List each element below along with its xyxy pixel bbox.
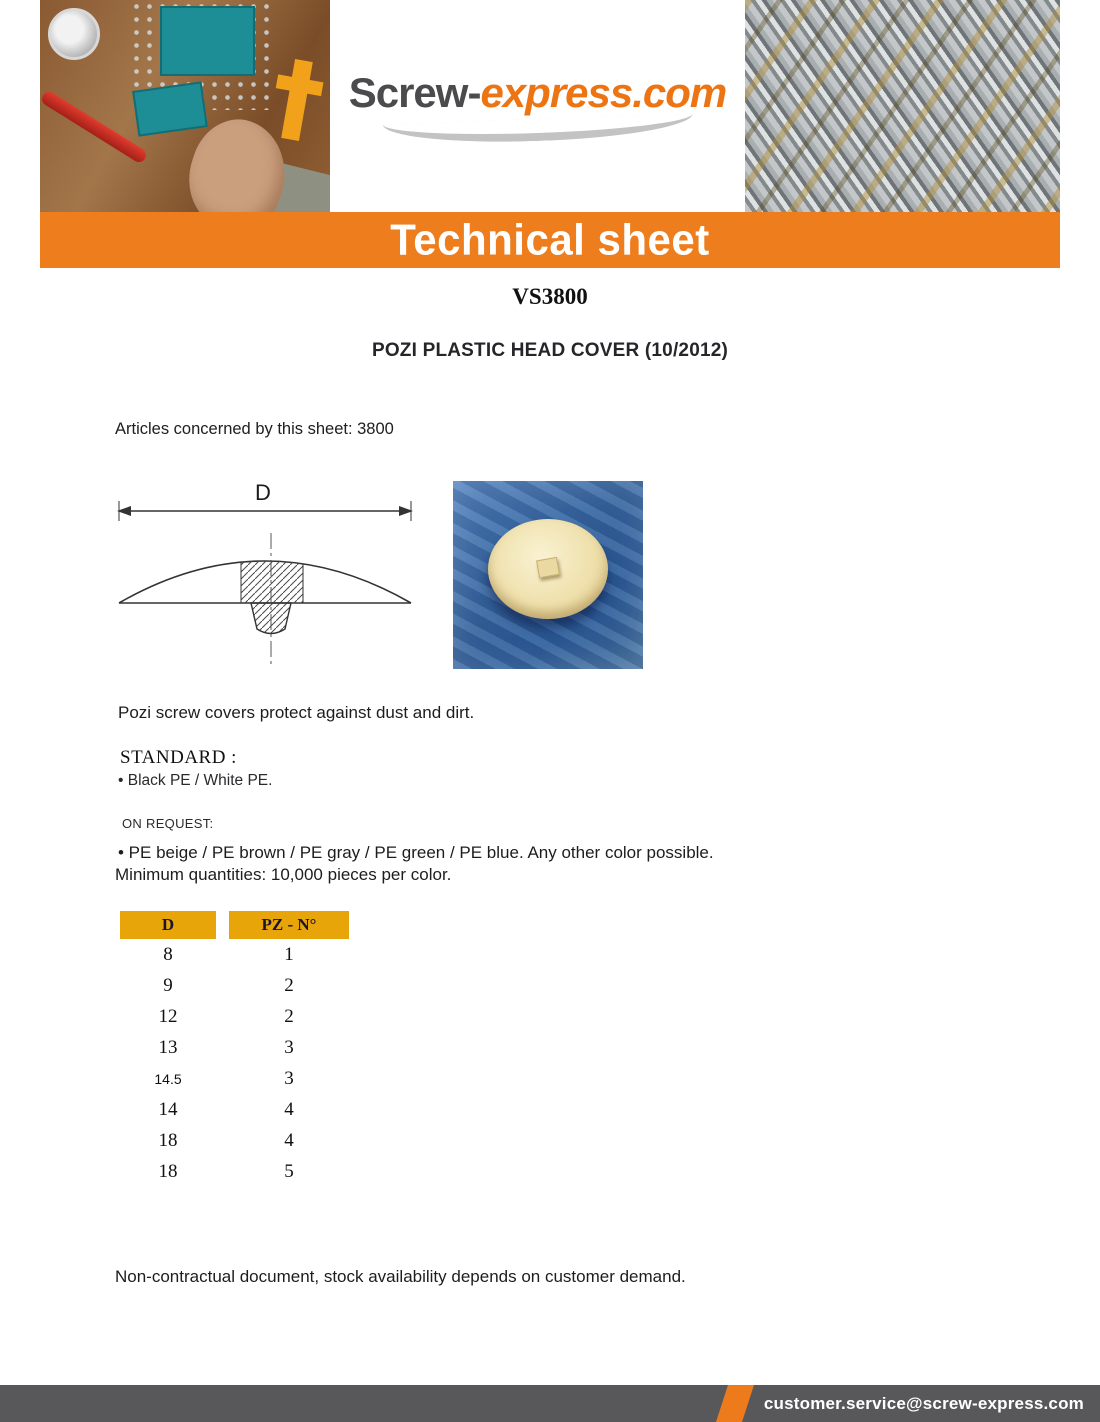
page-title: POZI PLASTIC HEAD COVER (10/2012) [371,340,729,361]
table-row [120,1156,1100,1187]
cell-d: 14 [158,1098,178,1120]
standard-heading: STANDARD : [120,747,237,768]
spec-table [120,911,1100,1187]
standard-item: • Black PE / White PE. [118,772,273,789]
non-contractual-note: Non-contractual document, stock availability depends on customer demand. [115,1267,686,1286]
on-request-item: • PE beige / PE brown / PE gray / PE green / PE blue. Any other color possible. [118,843,714,862]
figures [115,481,1100,681]
table-row [120,1001,1100,1032]
cell-d: 8 [163,943,173,965]
technical-drawing [115,481,415,681]
brand-suffix: express.com [480,69,727,116]
table-row [120,1063,1100,1094]
cell-pz: 1 [284,943,294,965]
table-row [120,1032,1100,1063]
plastic-cover [488,519,608,619]
product-photo [453,481,643,669]
header [0,0,1100,212]
photo-detail [132,81,208,136]
screws-photo [745,0,1060,212]
dimension-label: D [255,481,271,505]
table-row [120,1094,1100,1125]
cell-pz: 2 [284,974,294,996]
workbench-photo [40,0,330,212]
footer-bar [0,1385,1100,1422]
cell-d: 18 [158,1160,178,1182]
table-row [120,970,1100,1001]
cell-pz: 2 [284,1005,294,1027]
cell-pz: 3 [284,1067,294,1089]
articles-line: Articles concerned by this sheet: 3800 [115,420,394,438]
cell-d: 13 [158,1036,178,1058]
cell-pz: 5 [284,1160,294,1182]
description: Pozi screw covers protect against dust and dirt. [118,703,475,722]
photo-detail [48,8,100,60]
cell-d: 18 [158,1129,178,1151]
logo-swoosh [382,114,693,147]
banner [40,212,1060,268]
table-row [120,1125,1100,1156]
banner-title: Technical sheet [390,215,710,264]
pozi-recess [536,557,560,578]
table-header-pz: PZ - N° [229,911,349,939]
brand-prefix: Screw- [348,69,481,116]
cell-d: 14.5 [154,1070,182,1087]
cell-pz: 4 [284,1129,294,1151]
photo-detail [281,59,313,141]
on-request-heading: ON REQUEST: [122,816,214,831]
document-code: VS3800 [512,284,588,309]
cell-d: 12 [158,1005,178,1027]
table-header-row [120,911,1100,939]
on-request-note: Minimum quantities: 10,000 pieces per color. [115,865,452,884]
photo-detail [160,6,255,76]
footer-accent [716,1385,754,1422]
cell-pz: 3 [284,1036,294,1058]
cell-pz: 4 [284,1098,294,1120]
brand-logo [330,0,745,212]
table-row [120,939,1100,970]
brand-logo-text [349,71,727,115]
table-header-d: D [120,911,216,939]
cell-d: 9 [163,974,173,996]
footer-email[interactable]: customer.service@screw-express.com [763,1393,1084,1413]
